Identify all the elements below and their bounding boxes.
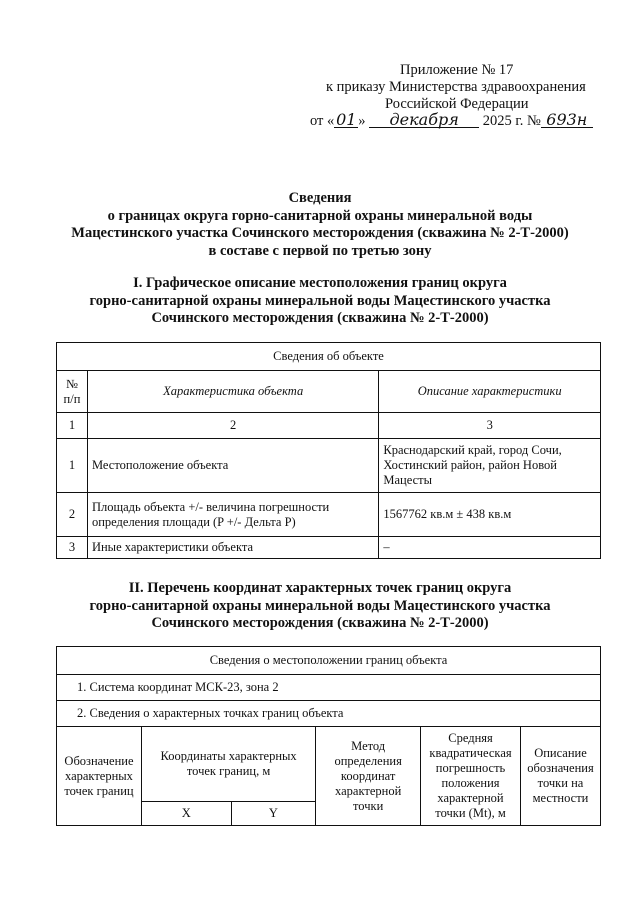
header-x: X — [141, 802, 231, 826]
row-number: 2 — [57, 493, 88, 537]
row-description: 1567762 кв.м ± 438 кв.м — [379, 493, 601, 537]
section-1-heading: I. Графическое описание местоположения границ округа горно-санитарной охраны минеральной воды Мацестинского участка Сочинского месторождения (скважина № 2-Т-2000) — [89, 275, 551, 326]
document-title: Сведения о границах округа горно-санитарной охраны минеральной воды Мацестинского участка Сочинского месторождения (скважина № 2-Т-2000) в составе с первой по третью зону — [71, 190, 569, 259]
annex-date-line: от « 01 » декабря 2025 г. № 693н — [300, 113, 620, 130]
header-point-designation: Обозначение характерных точек границ — [57, 727, 142, 826]
handwritten-day: 01 — [336, 110, 357, 129]
index-cell: 1 — [57, 413, 88, 439]
section-2-heading: II. Перечень координат характерных точек границ округа горно-санитарной охраны минеральной воды Мацестинского участка Сочинского месторождения (скважина № 2-Т-2000) — [89, 580, 551, 631]
header-method: Метод определения координат характерной точки — [316, 727, 421, 826]
handwritten-month: декабря — [369, 113, 479, 128]
header-number: № п/п — [57, 371, 88, 413]
header-characteristic: Характеристика объекта — [87, 371, 378, 413]
annex-header — [300, 62, 620, 130]
table-caption: Сведения о местоположении границ объекта — [57, 647, 601, 675]
handwritten-number: 693н — [541, 113, 593, 128]
table-row — [57, 439, 601, 493]
annex-order-line: к приказу Министерства здравоохранения — [326, 79, 586, 95]
header-point-description: Описание обозначения точки на местности — [520, 727, 600, 826]
annex-title: Приложение № 17 — [400, 62, 514, 78]
row-characteristic: Иные характеристики объекта — [87, 537, 378, 559]
table-row — [57, 537, 601, 559]
header-mean-error: Средняя квадратическая погрешность положения характерной точки (Mt), м — [421, 727, 521, 826]
annex-federation-line: Российской Федерации — [385, 96, 529, 112]
row-number: 1 — [57, 439, 88, 493]
header-y: Y — [231, 802, 316, 826]
row-characteristic: Местоположение объекта — [87, 439, 378, 493]
points-info-title: 2. Сведения о характерных точках границ объекта — [57, 701, 601, 727]
table-row — [57, 493, 601, 537]
header-description: Описание характеристики — [379, 371, 601, 413]
index-cell: 2 — [87, 413, 378, 439]
boundary-coordinates-table — [56, 646, 601, 826]
row-characteristic: Площадь объекта +/- величина погрешности определения площади (P +/- Дельта P) — [87, 493, 378, 537]
row-description: Краснодарский край, город Сочи, Хостинский район, район Новой Мацесты — [379, 439, 601, 493]
header-coordinates: Координаты характерных точек границ, м — [141, 727, 315, 802]
table-caption: Сведения об объекте — [57, 343, 601, 371]
row-number: 3 — [57, 537, 88, 559]
row-description: – — [379, 537, 601, 559]
index-cell: 3 — [379, 413, 601, 439]
object-info-table — [56, 342, 601, 559]
coordinate-system: 1. Система координат МСК-23, зона 2 — [57, 675, 601, 701]
